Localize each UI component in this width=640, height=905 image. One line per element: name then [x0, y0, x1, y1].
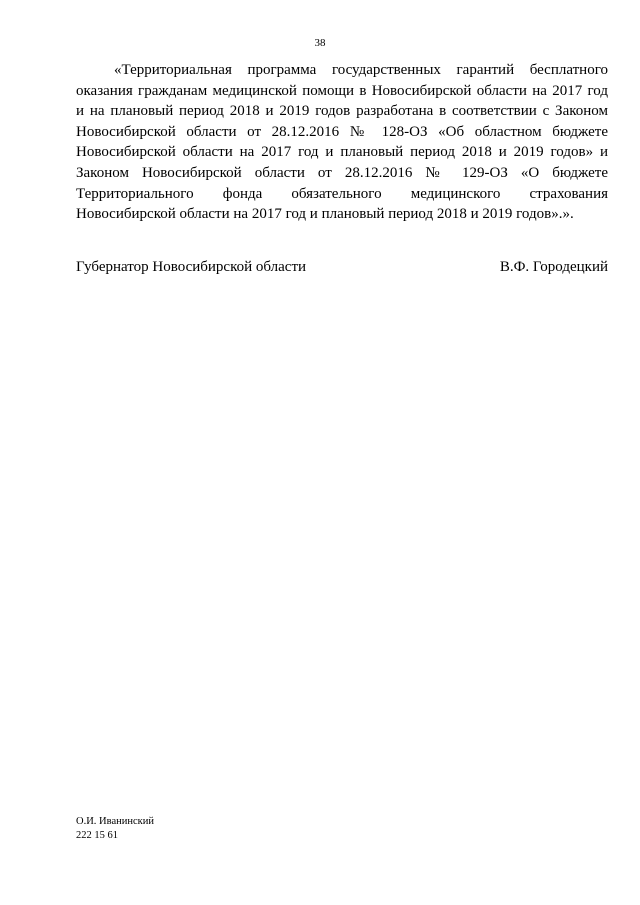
- signatory-name: В.Ф. Городецкий: [499, 259, 608, 275]
- paragraph-line: Новосибирской области на 2017 год и плановый период 2018 и 2019 годов».».: [76, 206, 574, 223]
- signatory-title: Губернатор Новосибирской области: [76, 259, 307, 275]
- paragraph-line: «Территориальная программа государственных гарантий бесплатного: [114, 62, 608, 78]
- paragraph-line: Новосибирской области от 28.12.2016 № 128-ОЗ «Об областном бюджете: [76, 123, 608, 140]
- signature-block: [76, 256, 608, 278]
- document-paragraph: [76, 60, 608, 225]
- paragraph-line: Территориального фонда обязательного медицинского страхования: [76, 185, 608, 202]
- executor-footer: [76, 815, 154, 843]
- page-number: 38: [314, 37, 326, 49]
- paragraph-line: Новосибирской области на 2017 год и плановый период 2018 и 2019 годов» и: [76, 144, 608, 161]
- paragraph-line: и на плановый период 2018 и 2019 годов разработана в соответствии с Законом: [76, 103, 608, 120]
- executor-phone: 222 15 61: [76, 830, 118, 841]
- paragraph-line: оказания гражданам медицинской помощи в Новосибирской области на 2017 год: [76, 82, 608, 99]
- executor-name: О.И. Иванинский: [76, 816, 154, 827]
- paragraph-line: Законом Новосибирской области от 28.12.2016 № 129-ОЗ «О бюджете: [76, 164, 608, 181]
